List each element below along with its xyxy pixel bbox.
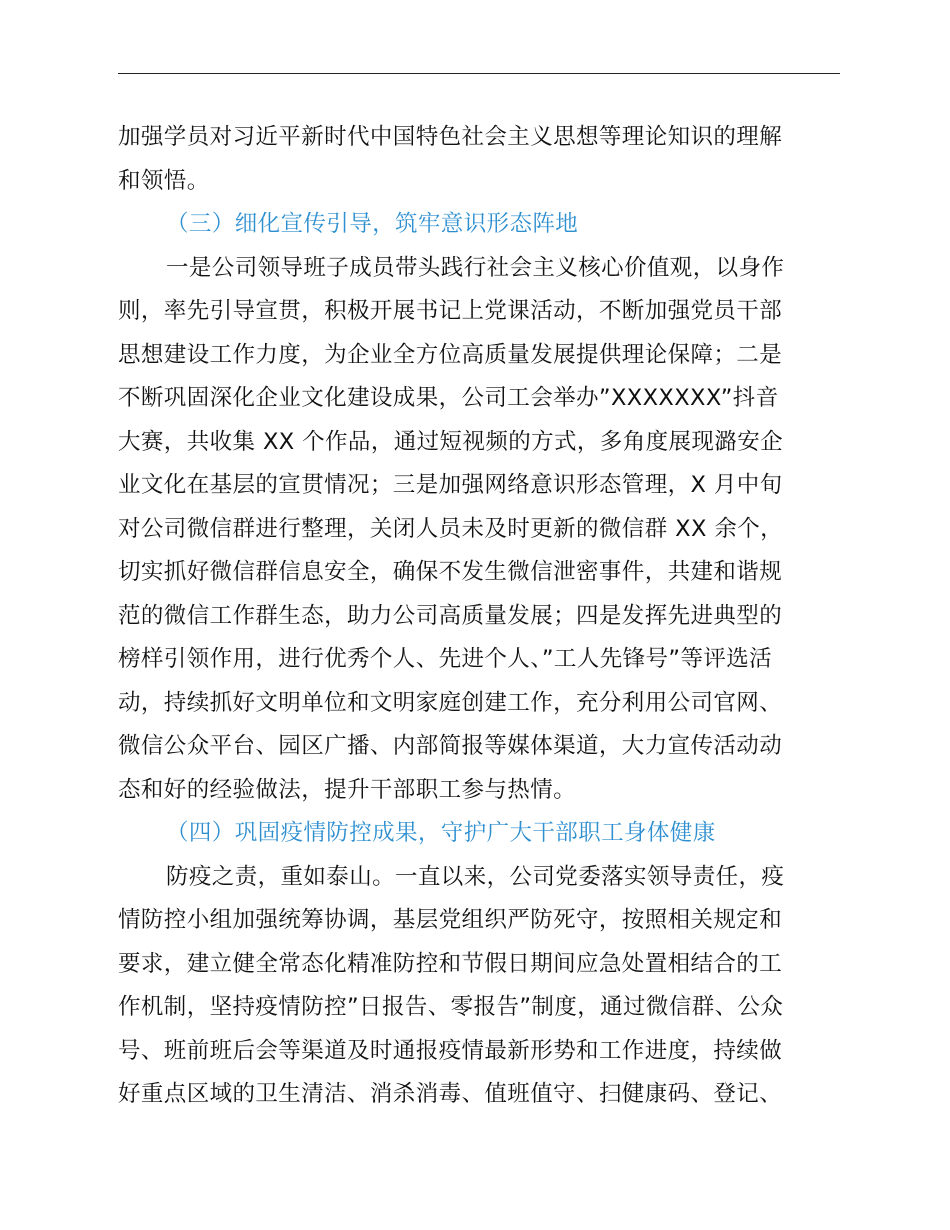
section-heading-4: （四）巩固疫情防控成果，守护广大干部职工身体健康 xyxy=(166,820,716,846)
body-line: 要求，建立健全常态化精准防控和节假日期间应急处置相结合的工 xyxy=(118,950,783,977)
body-line: 切实抓好微信群信息安全，确保不发生微信泄密事件，共建和谐规 xyxy=(118,559,783,585)
body-line: 作机制，坚持疫情防控”日报告、零报告”制度，通过微信群、公众 xyxy=(118,994,784,1020)
body-line: 业文化在基层的宣贯情况；三是加强网络意识形态管理，X 月中旬 xyxy=(118,472,783,498)
body-line: 好重点区域的卫生清洁、消杀消毒、值班值守、扫健康码、登记、 xyxy=(118,1081,783,1107)
body-line: 加强学员对习近平新时代中国特色社会主义思想等理论知识的理解 xyxy=(118,124,783,150)
section-heading-3: （三）细化宣传引导，筑牢意识形态阵地 xyxy=(166,211,579,237)
body-line: 动，持续抓好文明单位和文明家庭创建工作，充分利用公司官网、 xyxy=(118,689,783,716)
paragraph-start-line: 防疫之责，重如泰山。一直以来，公司党委落实领导责任，疫 xyxy=(166,863,785,890)
body-line: 对公司微信群进行整理，关闭人员未及时更新的微信群 XX 余个， xyxy=(118,515,784,542)
header-rule xyxy=(118,73,840,74)
body-line: 不断巩固深化企业文化建设成果，公司工会举办”XXXXXXX”抖音 xyxy=(118,385,779,411)
body-line: 大赛，共收集 XX 个作品，通过短视频的方式，多角度展现潞安企 xyxy=(118,428,784,455)
body-line: 和领悟。 xyxy=(118,167,210,194)
document-body xyxy=(118,116,848,1117)
body-line: 思想建设工作力度，为企业全方位高质量发展提供理论保障；二是 xyxy=(118,341,783,368)
body-line: 情防控小组加强统筹协调，基层党组织严防死守，按照相关规定和 xyxy=(118,907,783,933)
paragraph-start-line: 一是公司领导班子成员带头践行社会主义核心价值观，以身作 xyxy=(166,254,785,281)
body-line: 微信公众平台、园区广播、内部简报等媒体渠道，大力宣传活动动 xyxy=(118,733,783,759)
body-line: 范的微信工作群生态，助力公司高质量发展；四是发挥先进典型的 xyxy=(118,602,783,629)
body-line: 号、班前班后会等渠道及时通报疫情最新形势和工作进度，持续做 xyxy=(118,1037,783,1064)
body-line: 态和好的经验做法，提升干部职工参与热情。 xyxy=(118,776,577,803)
body-line: 榜样引领作用，进行优秀个人、先进个人、”工人先锋号”等评选活 xyxy=(118,646,773,672)
body-line: 则，率先引导宣贯，积极开展书记上党课活动，不断加强党员干部 xyxy=(118,298,783,324)
